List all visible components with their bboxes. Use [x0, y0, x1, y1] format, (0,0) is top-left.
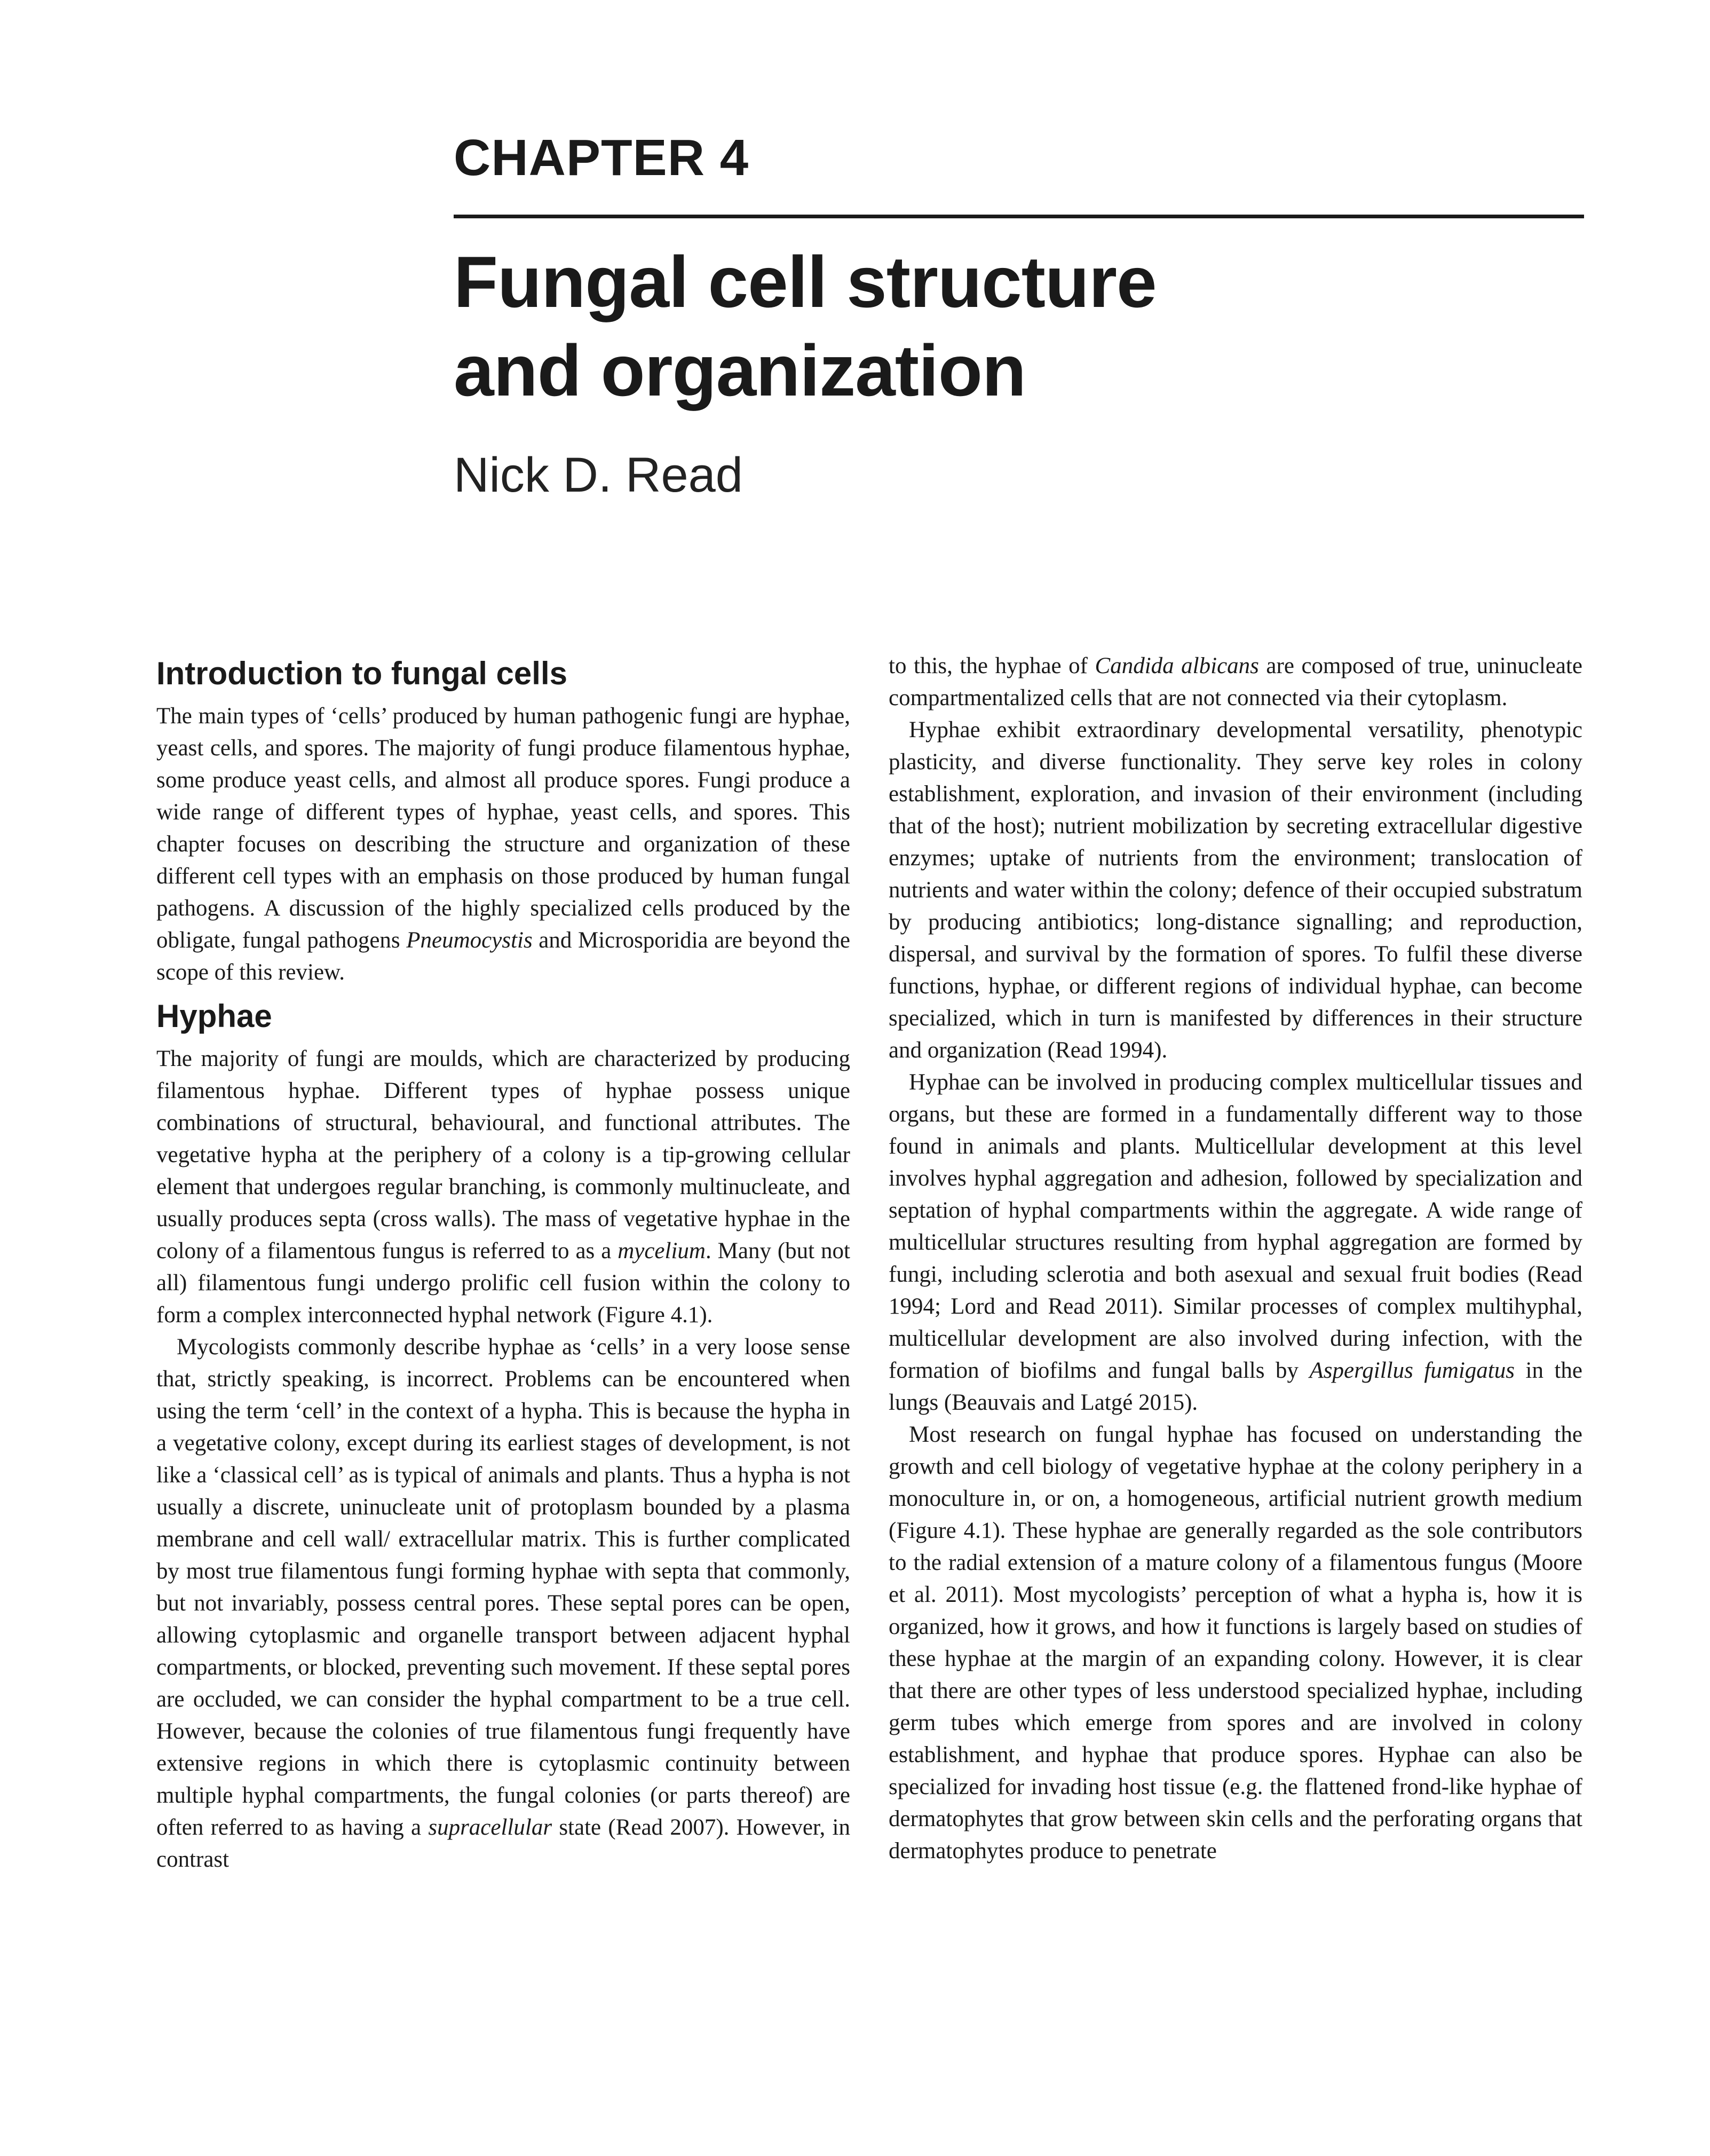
- paragraph-right-3: Hyphae can be involved in producing complex multicellular tissues and organs, but these are formed in a fundamentally different way to those found in animals and plants. Multicellular development at this level involves hyphal aggregation and adhesion, followed by specialization and septation of hyphal compartments within the aggregate. A wide range of multicellular structures resulting from hyphal aggregation are formed by fungi, including sclerotia and both asexual and sexual fruit bodies (Read 1994; Lord and Read 2011). Similar processes of complex multihyphal, multicellular development are also involved during infection, with the formation of biofilms and fungal balls by Aspergillus fumigatus in the lungs (Beauvais and Latgé 2015).: [889, 1070, 1583, 1415]
- section-heading-hyphae: Hyphae: [156, 998, 272, 1034]
- chapter-title-line-1: Fungal cell structure: [454, 241, 1157, 322]
- chapter-label: CHAPTER 4: [454, 129, 749, 186]
- chapter-title-line-2: and organization: [454, 330, 1026, 411]
- paragraph-hyphae-2: Mycologists commonly describe hyphae as ‘cells’ in a very loose sense that, strictly speaking, is incorrect. Problems can be encountered when using the term ‘cell’ in the context of a hypha. This is because the hypha in a vegetative colony, except during its earliest stages of development, is not like a ‘classical cell’ as is typical of animals and plants. Thus a hypha is not usually a discrete, uninucleate unit of protoplasm bounded by a plasma membrane and cell wall/ extracellular matrix. This is further complicated by most true filamentous fungi forming hyphae with septa that commonly, but not invariably, possess central pores. These septal pores can be open, allowing cytoplasmic and organelle transport between adjacent hyphal compartments, or blocked, preventing such movement. If these septal pores are occluded, we can consider the hyphal compartment to be a true cell. However, because the colonies of true filamentous fungi frequently have extensive regions in which there is cytoplasmic continuity between multiple hyphal compartments, the fungal colonies (or parts thereof) are often referred to as having a supracellular state (Read 2007). However, in contrast: [156, 1334, 850, 1872]
- paragraph-intro-1: The main types of ‘cells’ produced by human pathogenic fungi are hyphae, yeast cells, and spores. The majority of fungi produce filamentous hyphae, some produce yeast cells, and almost all produce spores. Fungi produce a wide range of different types of hyphae, yeast cells, and spores. This chapter focuses on describing the structure and organization of these different cell types with an emphasis on those produced by human fungal pathogens. A discussion of the highly specialized cells produced by the obligate, fungal pathogens Pneumocystis and Microsporidia are beyond the scope of this review.: [156, 704, 851, 985]
- chapter-title: [454, 238, 1574, 415]
- author-name: Nick D. Read: [454, 448, 743, 502]
- paragraph-right-2: Hyphae exhibit extraordinary developmental versatility, phenotypic plasticity, and diverse functionality. They serve key roles in colony establishment, exploration, and invasion of their environment (including that of the host); nutrient mobilization by secreting extracellular digestive enzymes; uptake of nutrients from the environment; translocation of nutrients and water within the colony; defence of their occupied substratum by producing antibiotics; long-distance signalling; and reproduction, dispersal, and survival by the formation of spores. To fulfil these diverse functions, hyphae, or different regions of individual hyphae, can become specialized, which in turn is manifested by differences in their structure and organization (Read 1994).: [889, 717, 1582, 1063]
- left-column: [156, 652, 850, 1876]
- paragraph-right-1: to this, the hyphae of Candida albicans are composed of true, uninucleate compartmentalized cells that are not connected via their cytoplasm.: [889, 653, 1582, 710]
- paragraph-hyphae-1: The majority of fungi are moulds, which are characterized by producing filamentous hyphae. Different types of hyphae possess unique combinations of structural, behavioural, and functional attributes. The vegetative hypha at the periphery of a colony is a tip-growing cellular element that undergoes regular branching, is commonly multinucleate, and usually produces septa (cross walls). The mass of vegetative hyphae in the colony of a filamentous fungus is referred to as a mycelium. Many (but not all) filamentous fungi undergo prolific cell fusion within the colony to form a complex interconnected hyphal network (Figure 4.1).: [156, 1046, 850, 1328]
- paragraph-right-4: Most research on fungal hyphae has focused on understanding the growth and cell biology of vegetative hyphae at the colony periphery in a monoculture in, or on, a homogeneous, artificial nutrient growth medium (Figure 4.1). These hyphae are generally regarded as the sole contributors to the radial extension of a mature colony of a filamentous fungus (Moore et al. 2011). Most mycologists’ perception of what a hypha is, how it is organized, how it grows, and how it functions is largely based on studies of these hyphae at the margin of an expanding colony. However, it is clear that there are other types of less understood specialized hyphae, including germ tubes which emerge from spores and are involved in colony establishment, and hyphae that produce spores. Hyphae can also be specialized for invading host tissue (e.g. the flattened frond-like hyphae of dermatophytes that grow between skin cells and the perforating organs that dermatophytes produce to penetrate: [889, 1422, 1582, 1863]
- right-column: [889, 650, 1582, 1867]
- section-heading-introduction: Introduction to fungal cells: [156, 656, 567, 691]
- chapter-rule: [454, 215, 1584, 218]
